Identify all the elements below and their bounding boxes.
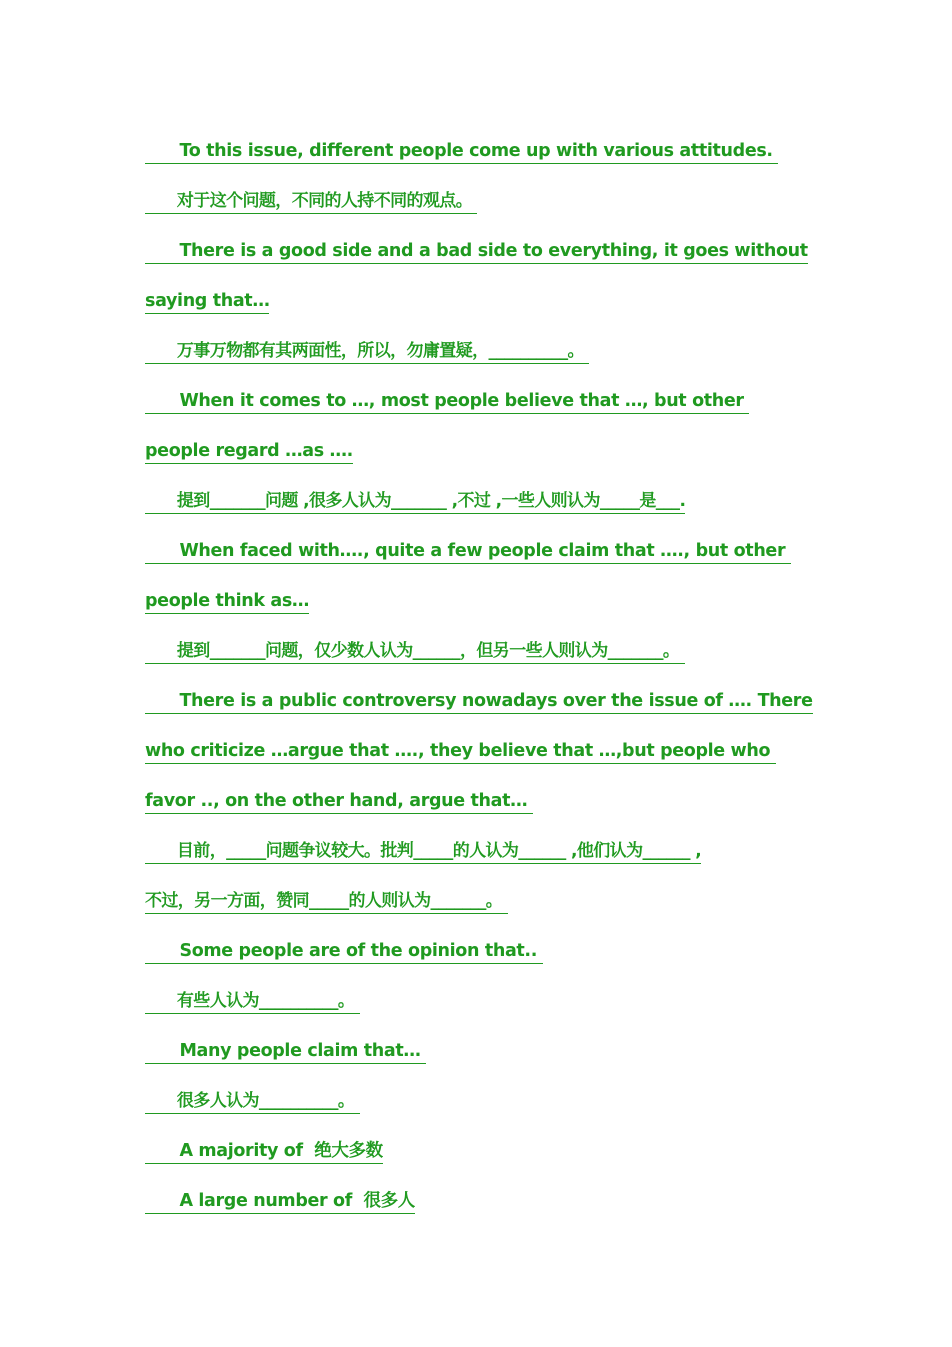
phrase-en: Some people are of the opinion that.. bbox=[145, 940, 543, 964]
text-line bbox=[145, 825, 815, 875]
phrase-en-continued: people regard …as …. bbox=[145, 440, 353, 464]
text-line bbox=[145, 175, 815, 225]
phrase-en: When faced with…., quite a few people claim that …., but other bbox=[145, 540, 791, 564]
text-line bbox=[145, 575, 815, 625]
text-line bbox=[145, 975, 815, 1025]
text-line bbox=[145, 225, 815, 275]
phrase-en: When it comes to …, most people believe that …, but other bbox=[145, 390, 749, 414]
phrase-zh: 有些人认为__________。 bbox=[145, 990, 360, 1014]
phrase-en-continued: people think as… bbox=[145, 590, 309, 614]
phrase-en-zh: A majority of 绝大多数 bbox=[145, 1140, 383, 1164]
phrase-zh: 提到_______问题，仅少数人认为______，但另一些人则认为_______。 bbox=[145, 640, 685, 664]
phrase-zh: 目前，_____问题争议较大。批判_____的人认为______ ,他们认为______ , bbox=[145, 840, 701, 864]
phrase-en: There is a public controversy nowadays over the issue of …. There bbox=[145, 690, 813, 714]
text-line bbox=[145, 1075, 815, 1125]
phrase-zh: 对于这个问题，不同的人持不同的观点。 bbox=[145, 190, 477, 214]
phrase-en-continued: who criticize …argue that …., they believe that …,but people who bbox=[145, 740, 776, 764]
text-line bbox=[145, 375, 815, 425]
text-line bbox=[145, 875, 815, 925]
text-line bbox=[145, 775, 815, 825]
document-body bbox=[145, 125, 815, 1225]
text-line bbox=[145, 725, 815, 775]
text-line bbox=[145, 325, 815, 375]
text-line bbox=[145, 525, 815, 575]
phrase-en-zh: A large number of 很多人 bbox=[145, 1190, 415, 1214]
phrase-zh: 提到_______问题 ,很多人认为_______ ,不过 ,一些人则认为_____是___. bbox=[145, 490, 685, 514]
phrase-en: Many people claim that… bbox=[145, 1040, 426, 1064]
phrase-zh-continued: 不过，另一方面，赞同_____的人则认为_______。 bbox=[145, 890, 508, 914]
text-line bbox=[145, 425, 815, 475]
text-line bbox=[145, 675, 815, 725]
text-line bbox=[145, 925, 815, 975]
phrase-en: To this issue, different people come up with various attitudes. bbox=[145, 140, 778, 164]
text-line bbox=[145, 1125, 815, 1175]
phrase-en-continued: favor .., on the other hand, argue that… bbox=[145, 790, 533, 814]
phrase-en: There is a good side and a bad side to everything, it goes without bbox=[145, 240, 808, 264]
phrase-zh: 很多人认为__________。 bbox=[145, 1090, 360, 1114]
text-line bbox=[145, 1175, 815, 1225]
text-line bbox=[145, 475, 815, 525]
phrase-zh: 万事万物都有其两面性，所以，勿庸置疑，__________。 bbox=[145, 340, 589, 364]
text-line bbox=[145, 275, 815, 325]
text-line bbox=[145, 1025, 815, 1075]
phrase-en-continued: saying that… bbox=[145, 290, 269, 314]
text-line bbox=[145, 125, 815, 175]
text-line bbox=[145, 625, 815, 675]
